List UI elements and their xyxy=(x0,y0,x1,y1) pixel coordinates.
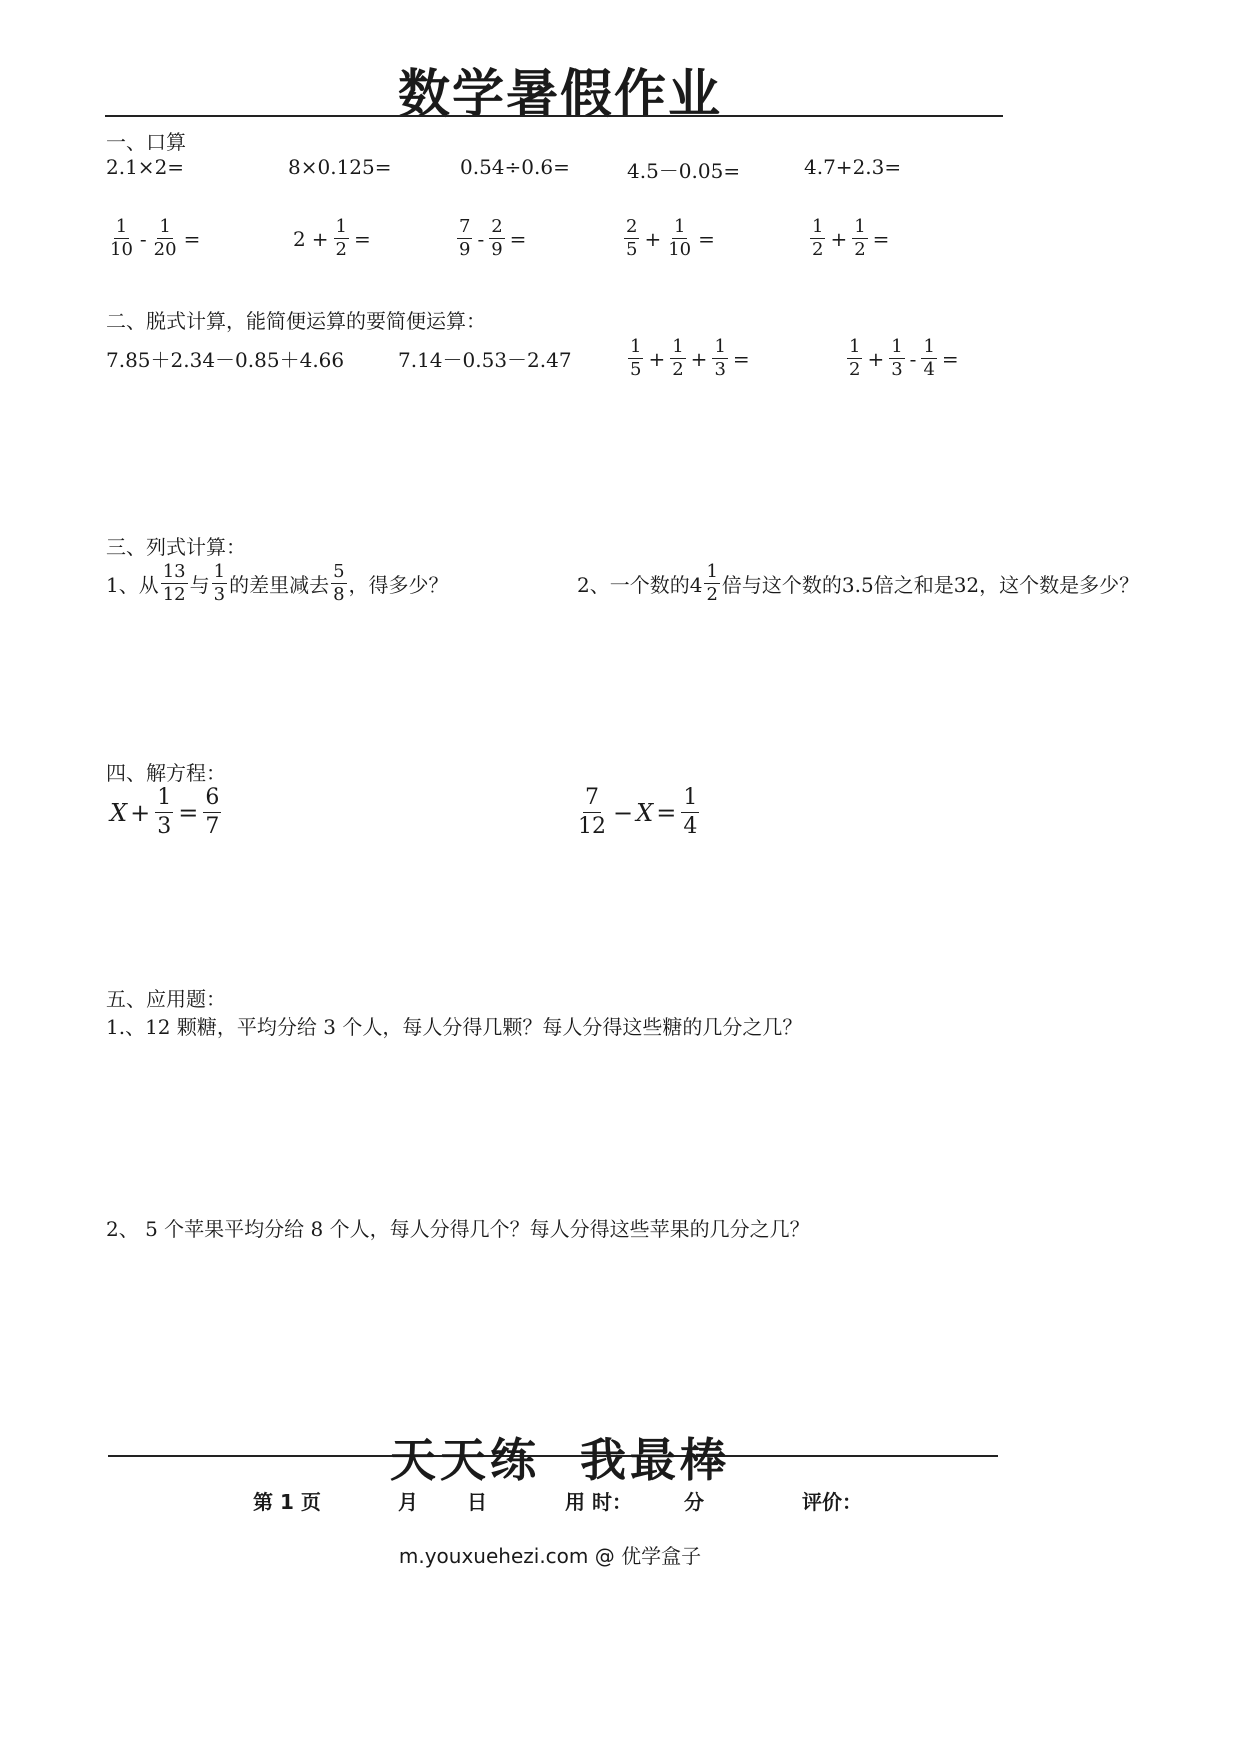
fraction: $\frac{1}{4}$ xyxy=(923,336,935,380)
fraction: $\frac{1}{2}$ xyxy=(854,216,866,260)
mental-calc-10: $\frac{1}{2}$ + $\frac{1}{2}$ = xyxy=(812,216,890,260)
word-calc-question-1: 1、从 $\frac{13}{12}$ 与 $\frac{1}{3}$ 的差里减去 $\frac{5}{8}$ ，得多少？ xyxy=(106,561,449,605)
fraction: $\frac{1}{2}$ xyxy=(706,561,718,605)
section-5-heading: 五、应用题： xyxy=(106,987,226,1011)
fraction: $\frac{1}{4}$ xyxy=(683,785,698,839)
section-4-heading: 四、解方程： xyxy=(106,761,226,785)
section-1-heading: 一、口算 xyxy=(106,130,186,154)
fraction: $\frac{1}{2}$ xyxy=(335,216,347,260)
word-calc-question-2: 2、一个数的4 $\frac{1}{2}$ 倍与这个数的3.5倍之和是32，这个数是多少？ xyxy=(577,561,1140,605)
minute-label: 分 xyxy=(684,1490,704,1514)
rating-label: 评价： xyxy=(802,1490,862,1514)
calc-expression-1: 7.85＋2.34－0.85＋4.66 xyxy=(106,348,345,372)
fraction: $\frac{5}{8}$ xyxy=(333,561,345,605)
source-watermark: m.youxuehezi.com @ 优学盒子 xyxy=(398,1544,702,1568)
fraction: $\frac{7}{9}$ xyxy=(459,216,471,260)
page-title: 数学暑假作业 xyxy=(397,65,722,125)
fraction: $\frac{1}{2}$ xyxy=(812,216,824,260)
fraction: $\frac{13}{12}$ xyxy=(162,561,186,605)
mental-calc-4: 4.5－0.05= xyxy=(627,159,741,183)
fraction: $\frac{1}{3}$ xyxy=(891,336,903,380)
mental-calc-2: 8×0.125= xyxy=(288,155,392,179)
fraction: $\frac{1}{3}$ xyxy=(213,561,226,605)
fraction: $\frac{2}{5}$ xyxy=(626,216,638,260)
title-divider xyxy=(105,115,1003,117)
fraction: $\frac{1}{10}$ xyxy=(110,216,133,260)
section-3-heading: 三、列式计算： xyxy=(106,535,246,559)
mental-calc-9: $\frac{2}{5}$ + $\frac{1}{10}$ = xyxy=(626,216,715,260)
fraction: $\frac{1}{3}$ xyxy=(157,785,172,839)
word-problem-1: 1.、12 颗糖，平均分给 3 个人，每人分得几颗？每人分得这些糖的几分之几？ xyxy=(106,1015,803,1039)
fraction: $\frac{6}{7}$ xyxy=(205,785,220,839)
mental-calc-8: $\frac{7}{9}$ - $\frac{2}{9}$ = xyxy=(459,216,527,260)
mental-calc-1: 2.1×2= xyxy=(106,155,185,179)
time-used-label: 用 时： xyxy=(565,1490,632,1514)
fraction: $\frac{1}{20}$ xyxy=(153,216,177,260)
day-label: 日 xyxy=(467,1490,487,1514)
fraction: $\frac{1}{2}$ xyxy=(672,336,684,380)
equation-2: $\frac{7}{12}$ − X = $\frac{1}{4}$ xyxy=(578,785,698,839)
mental-calc-7: 2 + $\frac{1}{2}$ = xyxy=(293,216,371,260)
fraction: $\frac{7}{12}$ xyxy=(578,785,606,839)
mental-calc-6: $\frac{1}{10}$ - $\frac{1}{20}$ = xyxy=(110,216,201,260)
page-number: 第 1 页 xyxy=(253,1490,321,1514)
mental-calc-5: 4.7+2.3= xyxy=(804,155,902,179)
equation-1: X + $\frac{1}{3}$ = $\frac{6}{7}$ xyxy=(110,785,220,839)
fraction: $\frac{1}{2}$ xyxy=(849,336,861,380)
mental-calc-3: 0.54÷0.6= xyxy=(460,155,570,179)
calc-expression-4: $\frac{1}{2}$ + $\frac{1}{3}$ - $\frac{1}{4}$ = xyxy=(849,336,959,380)
word-problem-2: 2、 5 个苹果平均分给 8 个人，每人分得几个？每人分得这些苹果的几分之几？ xyxy=(106,1217,810,1241)
calc-expression-2: 7.14－0.53－2.47 xyxy=(398,348,572,372)
section-2-heading: 二、脱式计算，能简便运算的要简便运算： xyxy=(106,309,486,333)
fraction: $\frac{1}{5}$ xyxy=(630,336,642,380)
month-label: 月 xyxy=(398,1490,418,1514)
fraction: $\frac{1}{10}$ xyxy=(668,216,692,260)
calc-expression-3: $\frac{1}{5}$ + $\frac{1}{2}$ + $\frac{1}{3}$ = xyxy=(630,336,750,380)
motto: 天天练 我最棒 xyxy=(390,1433,730,1487)
fraction: $\frac{1}{3}$ xyxy=(714,336,726,380)
fraction: $\frac{2}{9}$ xyxy=(491,216,503,260)
